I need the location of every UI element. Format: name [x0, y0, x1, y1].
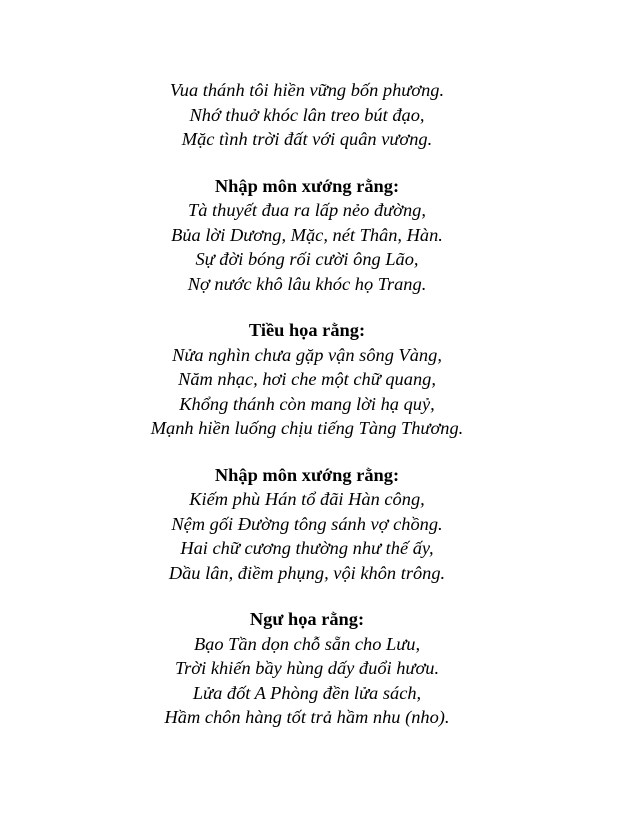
- verse-line: Sự đời bóng rối cười ông Lão,: [195, 249, 419, 269]
- poem-column: [0, 78, 626, 752]
- verse-line: Dầu lân, điềm phụng, vội khôn trông.: [168, 562, 446, 583]
- verse-line: Mạnh hiền luống chịu tiếng Tàng Thương.: [150, 418, 464, 438]
- stanza-heading: Nhập môn xướng rằng:: [214, 175, 400, 196]
- stanza-1: [0, 78, 626, 152]
- stanza-4: [0, 463, 626, 586]
- verse-line: Trời khiến bầy hùng dấy đuổi hươu.: [174, 658, 440, 678]
- verse-line: Lửa đốt A Phòng đền lửa sách,: [192, 682, 422, 703]
- verse-line: Khổng thánh còn mang lời hạ quỷ,: [179, 393, 435, 414]
- verse-line: Vua thánh tôi hiền vững bốn phương.: [169, 80, 445, 100]
- verse-line: Nợ nước khô lâu khóc họ Trang.: [187, 273, 427, 294]
- verse-line: Bủa lời Dương, Mặc, nét Thân, Hàn.: [171, 224, 443, 245]
- stanza-2: [0, 174, 626, 297]
- verse-line: Nửa nghìn chưa gặp vận sông Vàng,: [172, 344, 442, 365]
- verse-line: Nệm gối Đường tông sánh vợ chồng.: [171, 513, 443, 534]
- verse-line: Mặc tình trời đất với quân vương.: [181, 129, 433, 149]
- stanza-heading: Ngư họa rằng:: [249, 609, 365, 629]
- stanza-heading: Nhập môn xướng rằng:: [214, 464, 400, 485]
- verse-line: Kiếm phù Hán tổ đãi Hàn công,: [189, 489, 425, 509]
- verse-line: Bạo Tần dọn chỗ sẵn cho Lưu,: [193, 633, 421, 654]
- verse-line: Năm nhạc, hơi che một chữ quang,: [178, 369, 436, 389]
- verse-line: Nhớ thuở khóc lân treo bút đạo,: [189, 104, 425, 125]
- stanza-heading: Tiều họa rằng:: [248, 320, 366, 340]
- stanza-5: [0, 607, 626, 730]
- stanza-3: [0, 318, 626, 441]
- verse-line: Tà thuyết đua ra lấp nẻo đường,: [188, 200, 426, 220]
- verse-line: Hầm chôn hàng tốt trả hầm nhu (nho).: [164, 707, 450, 727]
- verse-line: Hai chữ cương thường như thế ấy,: [180, 538, 434, 558]
